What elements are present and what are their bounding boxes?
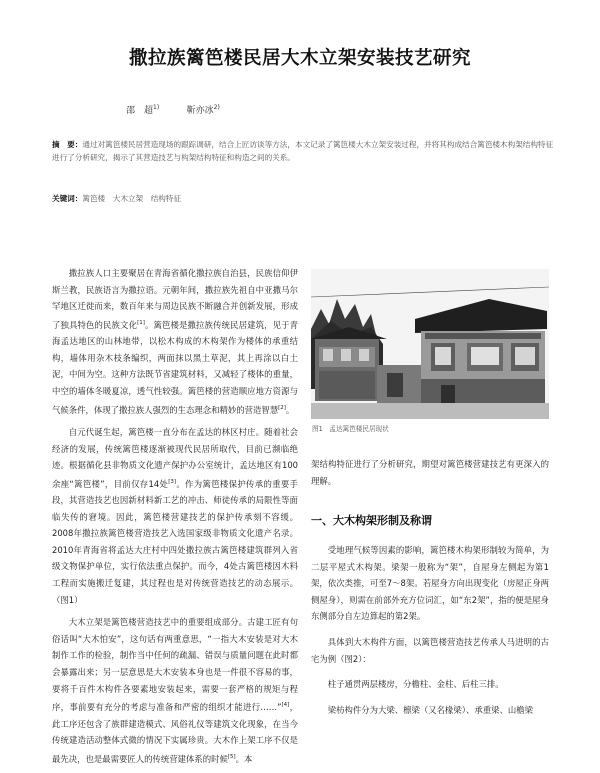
keywords bbox=[52, 193, 181, 204]
body-paragraph: 自元代诞生起，篱笆楼一直分布在孟达的林区村庄。随着社会经济的发展，传统篱笆楼逐渐被现代民居所取代，目前已濒临绝迹。根据循化县非物质文化遗产保护办公室统计，孟达地区有100余座“篱笆楼”，目前仅存14处[3]。作为篱笆楼保护传承的重要手段，其营造技艺也因新材料新工艺的冲击、师徒传承的局限性等面临失传的窘境。因此，篱笆楼营建技艺的保护传承刻不容缓。2008年撒拉族篱笆楼营造技艺入选国家级非物质文化遗产名录。2010年青海省将孟达大庄村中四处撒拉族古篱笆楼建筑群列入省级文物保护单位，实行依法重点保护。而今，4处古篱笆楼因木料工程而实施搬迁复建，其过程也是对传统营造技艺的动态展示。（图1） bbox=[52, 426, 298, 605]
body-paragraph: 撒拉族人口主要聚居在青海省循化撒拉族自治县，民族信仰伊斯兰教，民族语言为撒拉语。元朝年间，撒拉族先祖自中亚撒马尔罕地区迁徙而来，数百年来与周边民族不断融合并创新发展，形成了独具特色的民族文化[1]。篱笆楼是撒拉族传统民居建筑，见于青海孟达地区的山林地带，以松木构成的木构架作为楼体的承重结构，墙体用杂木枝条编织，两面抹以黑土草泥，其上再涂以白土泥，中间为空。这种方法既节省建筑材料，又减轻了楼体的重量，中空的墙体冬暖夏凉，透气性较强。篱笆楼的营造顺应地方资源与气候条件，体现了撒拉族人强烈的生态理念和精妙的营造智慧[2]。 bbox=[52, 268, 299, 415]
body-paragraph: 架结构特征进行了分析研究，期望对篱笆楼营建技艺有更深入的理解。 bbox=[311, 459, 549, 486]
section-heading: 一、大木构架形制及称谓 bbox=[311, 514, 432, 527]
right-column-section bbox=[311, 542, 549, 727]
author-name: 邵 超 bbox=[126, 106, 154, 116]
citation: [5] bbox=[227, 753, 236, 760]
keywords-label: 关键词： bbox=[52, 194, 83, 203]
abstract bbox=[52, 138, 558, 165]
citation: [2] bbox=[278, 404, 286, 411]
body-paragraph: 大木立架是篱笆楼营造技艺中的重要组成部分。古建工匠有句俗话叫“大木怕安”，这句话有两重意思，“一指大木安装是对大木制作工作的检验，制作当中任何的疏漏、错误与质量问题在此时都会暴露出来；另一层意思是大木安装本身也是一件很不容易的事，要将千百件木构件各要素地安装起来，需要一套严格的规矩与程序，事前要有充分的考虑与准备和严密的组织才能进行……”[4]，此工序还包含了族群建造模式、风俗礼仪等建筑文化现象，在当今传统建造活动整体式微的情况下实属珍贵。大木作上架工序不仅是最先决，也是最需要匠人的传统营建体系的时候[5]。本 bbox=[52, 617, 298, 764]
figure-caption: 图1 孟达篱笆楼民居现状 bbox=[312, 425, 389, 433]
author-affiliation-mark: 1) bbox=[153, 104, 160, 111]
body-paragraph: 柱子通贯两层楼房，分檐柱、金柱、后柱三排。 bbox=[327, 679, 504, 690]
author-name: 靳亦冰 bbox=[186, 106, 214, 116]
author-affiliation-mark: 2) bbox=[213, 104, 220, 111]
authors bbox=[126, 103, 220, 116]
building-photo-illustration bbox=[311, 269, 549, 419]
abstract-label: 摘 要： bbox=[52, 140, 83, 149]
right-column-intro bbox=[311, 456, 549, 498]
figure-1-photo bbox=[311, 269, 549, 419]
citation: [1] bbox=[137, 319, 145, 326]
keywords-text: 篱笆楼 大木立架 结构特征 bbox=[82, 194, 182, 203]
citation: [3] bbox=[168, 478, 176, 485]
abstract-text: 通过对篱笆楼民居营造现场的跟踪调研，结合上匠访谈等方法，本文记录了篱笆楼大木立架安装过程，并将其构成结合篱笆楼木构架结构特征进行了分析研究，揭示了其营造技艺与构架结构特征和构造之间的关系。 bbox=[52, 140, 554, 163]
body-paragraph: 受地理气候等因素的影响，篱笆楼木构架形制较为简单，为二层平屋式木构架。梁架一般称为“架”，自屋身左侧起为第1架，依次类推，可至7～8架。若屋身方向出现变化（房屋正身两侧屋身），则需在前部外充方位词汇，如“东2架”，指的便是屋身东侧部分自左边算起的第2架。 bbox=[311, 545, 549, 622]
citation: [4] bbox=[281, 702, 290, 709]
body-paragraph: 梁枋构件分为大梁、檩梁（又名椽梁）、承重梁、山檐梁 bbox=[327, 704, 533, 715]
body-paragraph: 具体到大木构件方面，以篱笆楼营造技艺传承人马进明的古宅为例（图2）： bbox=[311, 636, 549, 664]
left-column bbox=[52, 265, 298, 773]
paper-title: 撒拉族篱笆楼民居大木立架安装技艺研究 bbox=[128, 48, 471, 69]
